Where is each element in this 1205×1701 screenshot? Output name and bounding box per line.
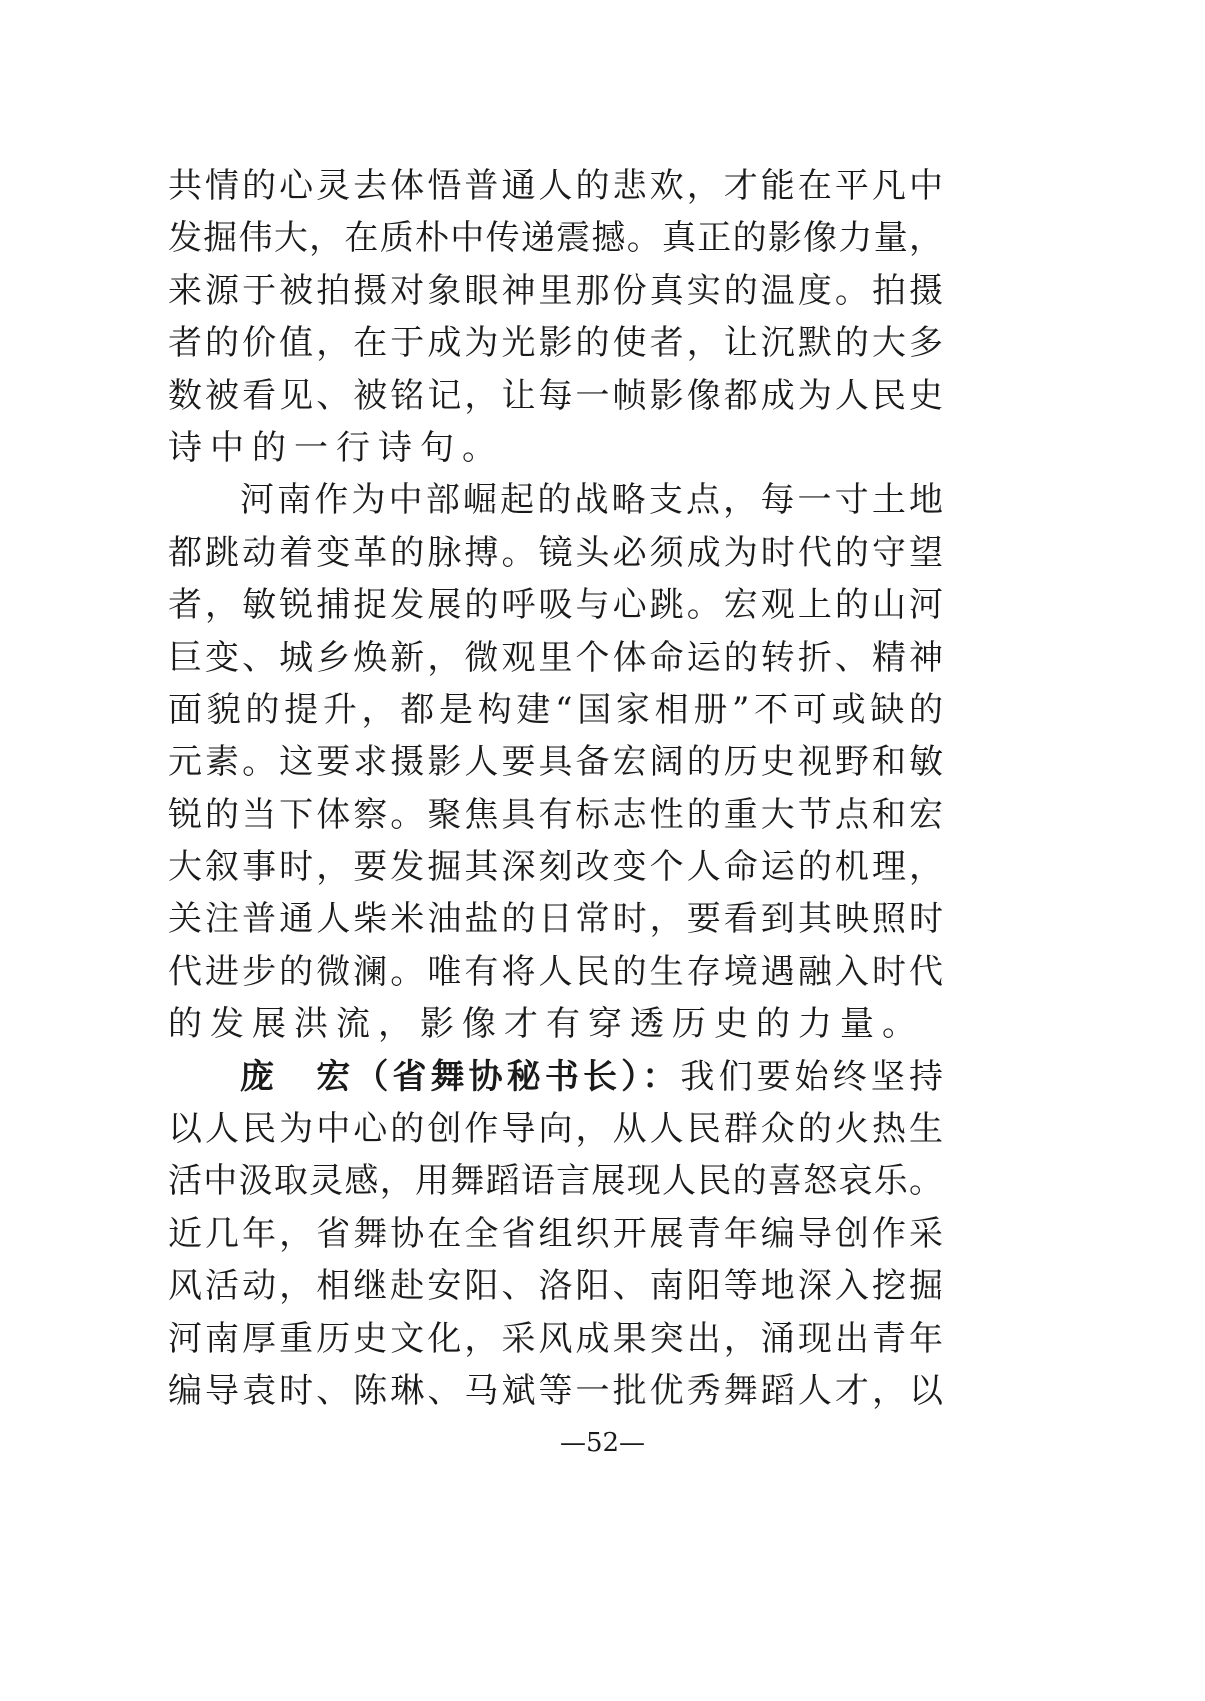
text-line: 关注普通人柴米油盐的日常时，要看到其映照时 [168, 899, 943, 940]
text-line: 锐的当下体察。聚焦具有标志性的重大节点和宏 [168, 794, 943, 835]
text-line: 者，敏锐捕捉发展的呼吸与心跳。宏观上的山河 [168, 585, 943, 626]
text-line: 元素。这要求摄影人要具备宏阔的历史视野和敏 [168, 742, 943, 783]
text-line: 河南作为中部崛起的战略支点，每一寸土地 [240, 480, 943, 521]
text-line: 诗中的一行诗句。 [168, 427, 504, 468]
paragraph [168, 1051, 943, 1418]
document-body [168, 160, 943, 1417]
text-line: 大叙事时，要发掘其深刻改变个人命运的机理， [168, 847, 943, 888]
text-line: 都跳动着变革的脉搏。镜头必须成为时代的守望 [168, 532, 943, 573]
text-line: 的发展洪流，影像才有穿透历史的力量。 [168, 1004, 924, 1045]
paragraph [168, 160, 943, 474]
text-line: 活中汲取灵感，用舞蹈语言展现人民的喜怒哀乐。 [168, 1161, 943, 1202]
text-line: 者的价值，在于成为光影的使者，让沉默的大多 [168, 323, 943, 364]
text-line: 共情的心灵去体悟普通人的悲欢，才能在平凡中 [168, 166, 943, 206]
page-number: —52— [559, 1428, 646, 1458]
text-line: 巨变、城乡焕新，微观里个体命运的转折、精神 [168, 637, 943, 678]
text-line: 数被看见、被铭记，让每一帧影像都成为人民史 [168, 375, 943, 416]
text-line: 发掘伟大，在质朴中传递震撼。真正的影像力量， [168, 218, 943, 259]
text-line: 河南厚重历史文化，采风成果突出，涌现出青年 [168, 1318, 943, 1359]
text-line: 编导袁时、陈琳、马斌等一批优秀舞蹈人才，以 [168, 1370, 943, 1411]
text-line: 来源于被拍摄对象眼神里那份真实的温度。拍摄 [168, 270, 943, 311]
text-line: 面貌的提升，都是构建“国家相册”不可或缺的 [168, 689, 943, 730]
text-line: 风活动，相继赴安阳、洛阳、南阳等地深入挖掘 [168, 1266, 943, 1307]
speaker-name: 庞 宏（省舞协秘书长）： [240, 1056, 681, 1097]
speech-text: 我们要始终坚持 [680, 1056, 944, 1097]
paragraph [168, 474, 943, 1050]
text-line [168, 1051, 943, 1103]
text-line: 近几年，省舞协在全省组织开展青年编导创作采 [168, 1213, 943, 1254]
text-line: 代进步的微澜。唯有将人民的生存境遇融入时代 [168, 951, 943, 992]
text-line: 以人民为中心的创作导向，从人民群众的火热生 [168, 1109, 943, 1150]
